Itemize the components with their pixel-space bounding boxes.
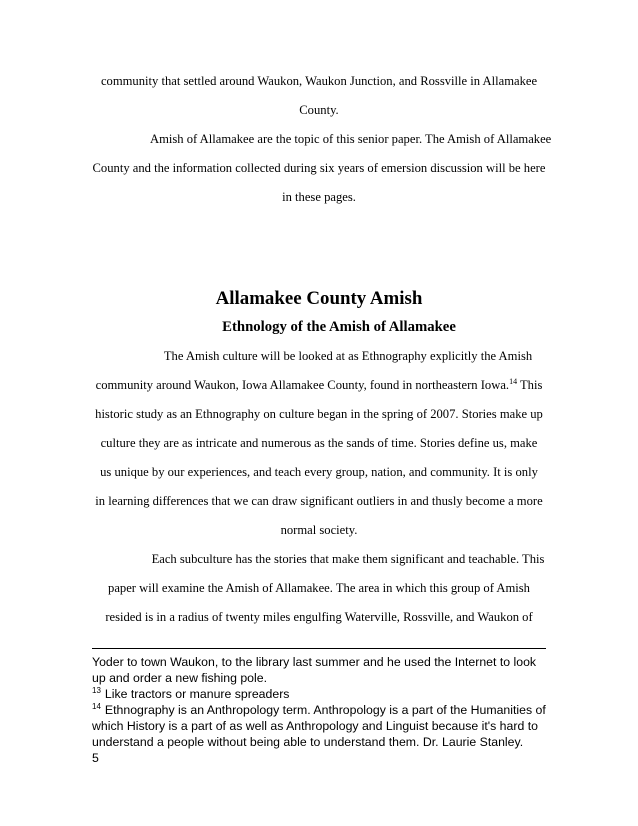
text-line: resided is in a radius of twenty miles engulfing Waterville, Rossville, and Waukon of: [105, 610, 533, 624]
text-line: in these pages.: [282, 190, 356, 204]
text-line: Amish of Allamakee are the topic of this senior paper. The Amish of Allamakee: [150, 132, 552, 146]
footnote-mark: 14: [92, 701, 101, 711]
text-segment: This: [519, 378, 543, 392]
footnote-text: Ethnography is an Anthropology term. Anthropology is a part of the Humanities of: [104, 703, 546, 717]
paragraph-intro-continuation: [92, 67, 546, 125]
footnote-line: Yoder to town Waukon, to the library last summer and he used the Internet to look: [92, 655, 537, 669]
text-line: County and the information collected during six years of emersion discussion will be here: [92, 161, 546, 175]
text-line: Each subculture has the stories that make them significant and teachable. This: [151, 552, 545, 566]
footnote-line: understand a people without being able to understand them. Dr. Laurie Stanley.: [92, 735, 524, 749]
paragraph-subculture: [92, 545, 546, 632]
footnotes: [92, 654, 552, 766]
footnote-reference[interactable]: 14: [509, 376, 518, 386]
text-line: [92, 371, 546, 400]
footnote-13: [92, 686, 552, 702]
section-title: Allamakee County Amish: [215, 288, 423, 309]
subsection-title: Ethnology of the Amish of Allamakee: [222, 319, 456, 335]
footnote-text: Like tractors or manure spreaders: [104, 687, 290, 701]
text-line: normal society.: [280, 523, 358, 537]
text-line: historic study as an Ethnography on culture began in the spring of 2007. Stories make up: [95, 407, 543, 421]
footnote-separator: [92, 648, 546, 649]
text-line: community that settled around Waukon, Waukon Junction, and Rossville in Allamakee: [100, 74, 538, 88]
footnote-mark: 13: [92, 685, 101, 695]
text-line: The Amish culture will be looked at as Ethnography explicitly the Amish: [163, 349, 533, 363]
text-line: in learning differences that we can draw significant outliers in and thusly become a more: [95, 494, 543, 508]
text-line: paper will examine the Amish of Allamakee. The area in which this group of Amish: [108, 581, 530, 595]
text-segment: community around Waukon, Iowa Allamakee County, found in northeastern Iowa.: [95, 378, 510, 392]
paragraph-topic: [92, 125, 552, 212]
text-line: culture they are as intricate and numerous as the sands of time. Stories define us, make: [100, 436, 538, 450]
footnote-line: which History is a part of as well as Anthropology and Linguist because it's hard to: [92, 719, 538, 733]
footnote-14: [92, 702, 552, 718]
paragraph-ethnography: [92, 342, 546, 545]
text-line: us unique by our experiences, and teach every group, nation, and community. It is only: [100, 465, 538, 479]
footnote-line: up and order a new fishing pole.: [92, 671, 268, 685]
body-text-upper: [92, 67, 552, 212]
body-text-lower: [92, 284, 546, 632]
text-line: County.: [299, 103, 339, 117]
page-number: 5: [92, 751, 99, 765]
